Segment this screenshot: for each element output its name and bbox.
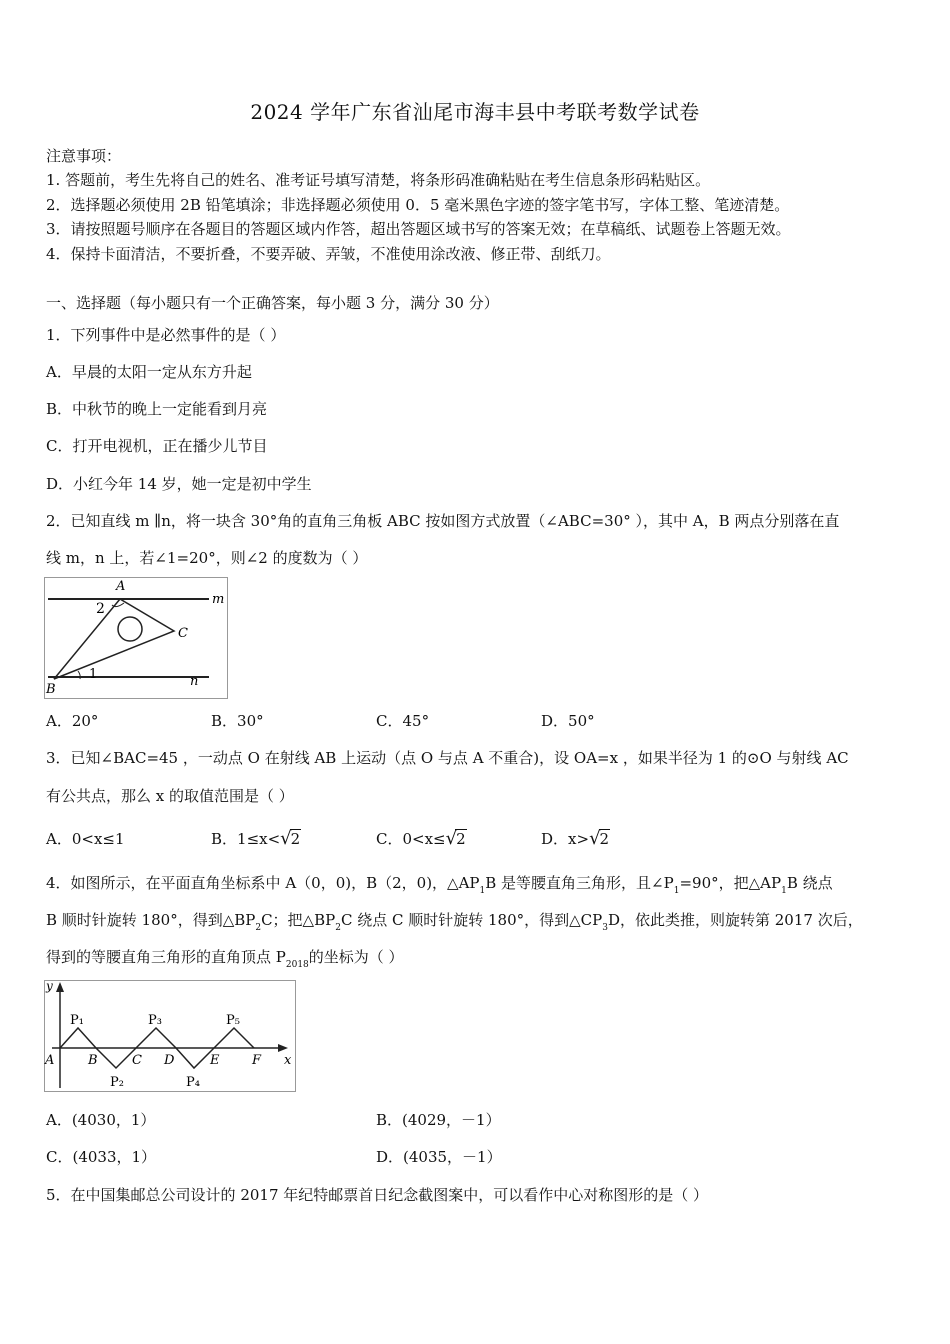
label-a: A (116, 579, 126, 594)
sqrt-symbol: √2 (589, 828, 610, 849)
question-2-figure (44, 577, 228, 699)
label-p1: P₁ (70, 1013, 84, 1028)
question-4-option-a: A．(4030，1） (46, 1111, 156, 1129)
exam-title: 2024 学年广东省汕尾市海丰县中考联考数学试卷 (250, 100, 700, 124)
question-2-option-a: A．20° (46, 712, 99, 730)
question-3-option-d (541, 829, 610, 849)
option-d-prefix: D．x> (541, 830, 590, 848)
label-e: E (210, 1053, 220, 1068)
label-y: y (46, 980, 53, 993)
x-axis-arrow-icon (278, 1044, 288, 1052)
label-p3: P₃ (148, 1013, 162, 1028)
question-3-option-b (211, 829, 301, 849)
option-c-prefix: C．0<x≤ (376, 830, 446, 848)
label-n: n (190, 674, 199, 689)
label-d: D (164, 1053, 175, 1068)
sqrt-symbol: √2 (445, 828, 466, 849)
question-2-line-2: 线 m，n 上，若∠1=20°，则∠2 的度数为（ ） (46, 549, 368, 567)
question-4-line-1: 4．如图所示，在平面直角坐标系中 A（0，0)，B（2，0)，$\triangle AP_1B$ 是等腰直角三角形，且$\angle P_1=90^\circ$，把$\triangle AP_1B$ 绕点 (46, 874, 833, 896)
sqrt-radicand: 2 (456, 830, 466, 848)
notice-item-3: 3．请按照题号顺序在各题目的答题区域内作答，超出答题区域书写的答案无效；在草稿纸、试题卷上答题无效。 (46, 220, 791, 238)
option-b-prefix: B．1≤x< (211, 830, 281, 848)
label-p4: P₄ (186, 1075, 200, 1090)
question-2-option-b: B．30° (211, 712, 264, 730)
question-1-option-d: D．小红今年 14 岁，她一定是初中学生 (46, 475, 312, 493)
question-3-option-c (376, 829, 467, 849)
question-4-line-2: B 顺时针旋转 180°，得到$\triangle BP_2C$；把$\triangle BP_2C$ 绕点 C 顺时针旋转 180°，得到$\triangle CP_3D$，依此类推，则旋转第 2017 次后， (46, 911, 863, 933)
question-1-option-b: B．中秋节的晚上一定能看到月亮 (46, 400, 268, 418)
notice-item-1: 1. 答题前，考生先将自己的姓名、准考证号填写清楚，将条形码准确粘贴在考生信息条形码粘贴区。 (46, 171, 711, 189)
label-c: C (178, 626, 188, 641)
y-axis-arrow-icon (56, 982, 64, 992)
question-2-line-1: 2．已知直线 m ∥n，将一块含 30°角的直角三角板 ABC 按如图方式放置（∠ABC=30° ），其中 A，B 两点分别落在直 (46, 512, 840, 530)
label-angle-1: 1 (89, 667, 98, 682)
label-b: B (88, 1053, 98, 1068)
section-heading: 一、选择题（每小题只有一个正确答案，每小题 3 分，满分 30 分） (46, 294, 499, 312)
label-b: B (46, 682, 56, 697)
sqrt-radicand: 2 (290, 830, 301, 848)
label-c: C (132, 1053, 142, 1068)
label-a: A (45, 1053, 55, 1068)
triangle-hole-circle (118, 617, 142, 641)
parallel-lines-triangle-diagram (44, 577, 228, 699)
question-4-line-3: 得到的等腰直角三角形的直角顶点 $P_{2018}$的坐标为（ ） (46, 948, 404, 970)
triangle-abc (54, 599, 174, 679)
question-4-option-b: B．(4029，－1） (376, 1111, 501, 1129)
question-2-option-d: D．50° (541, 712, 595, 730)
question-3-line-1: 3．已知∠BAC=45 ，一动点 O 在射线 AB 上运动（点 O 与点 A 不重合)，设 OA=x ，如果半径为 1 的⊙O 与射线 AC (46, 749, 849, 767)
question-1-option-a: A．早晨的太阳一定从东方升起 (46, 363, 252, 381)
sqrt-symbol: √2 (280, 828, 301, 849)
question-4-figure (44, 980, 296, 1092)
label-x: x (284, 1053, 292, 1068)
notice-item-2: 2．选择题必须使用 2B 铅笔填涂；非选择题必须使用 0．5 毫米黑色字迹的签字笔书写，字体工整、笔迹清楚。 (46, 196, 790, 214)
question-1-stem: 1．下列事件中是必然事件的是（ ） (46, 326, 286, 344)
label-p5: P₅ (226, 1013, 240, 1028)
label-m: m (212, 592, 225, 607)
question-5-stem: 5．在中国集邮总公司设计的 2017 年纪特邮票首日纪念截图案中，可以看作中心对称图形的是（ ） (46, 1186, 709, 1204)
notice-item-4: 4．保持卡面清洁，不要折叠，不要弄破、弄皱，不准使用涂改液、修正带、刮纸刀。 (46, 245, 611, 263)
zigzag-coordinate-diagram (44, 980, 296, 1092)
question-3-option-a: A．0<x≤1 (46, 830, 125, 848)
question-1-option-c: C．打开电视机，正在播少儿节目 (46, 437, 268, 455)
notice-heading: 注意事项： (46, 147, 122, 165)
label-p2: P₂ (110, 1075, 124, 1090)
question-4-option-c: C．(4033，1） (46, 1148, 157, 1166)
question-3-line-2: 有公共点，那么 x 的取值范围是（ ） (46, 787, 294, 805)
question-2-option-c: C．45° (376, 712, 430, 730)
label-f: F (252, 1053, 262, 1068)
label-angle-2: 2 (96, 601, 105, 617)
sqrt-radicand: 2 (599, 830, 610, 848)
question-4-option-d: D．(4035，－1） (376, 1148, 502, 1166)
